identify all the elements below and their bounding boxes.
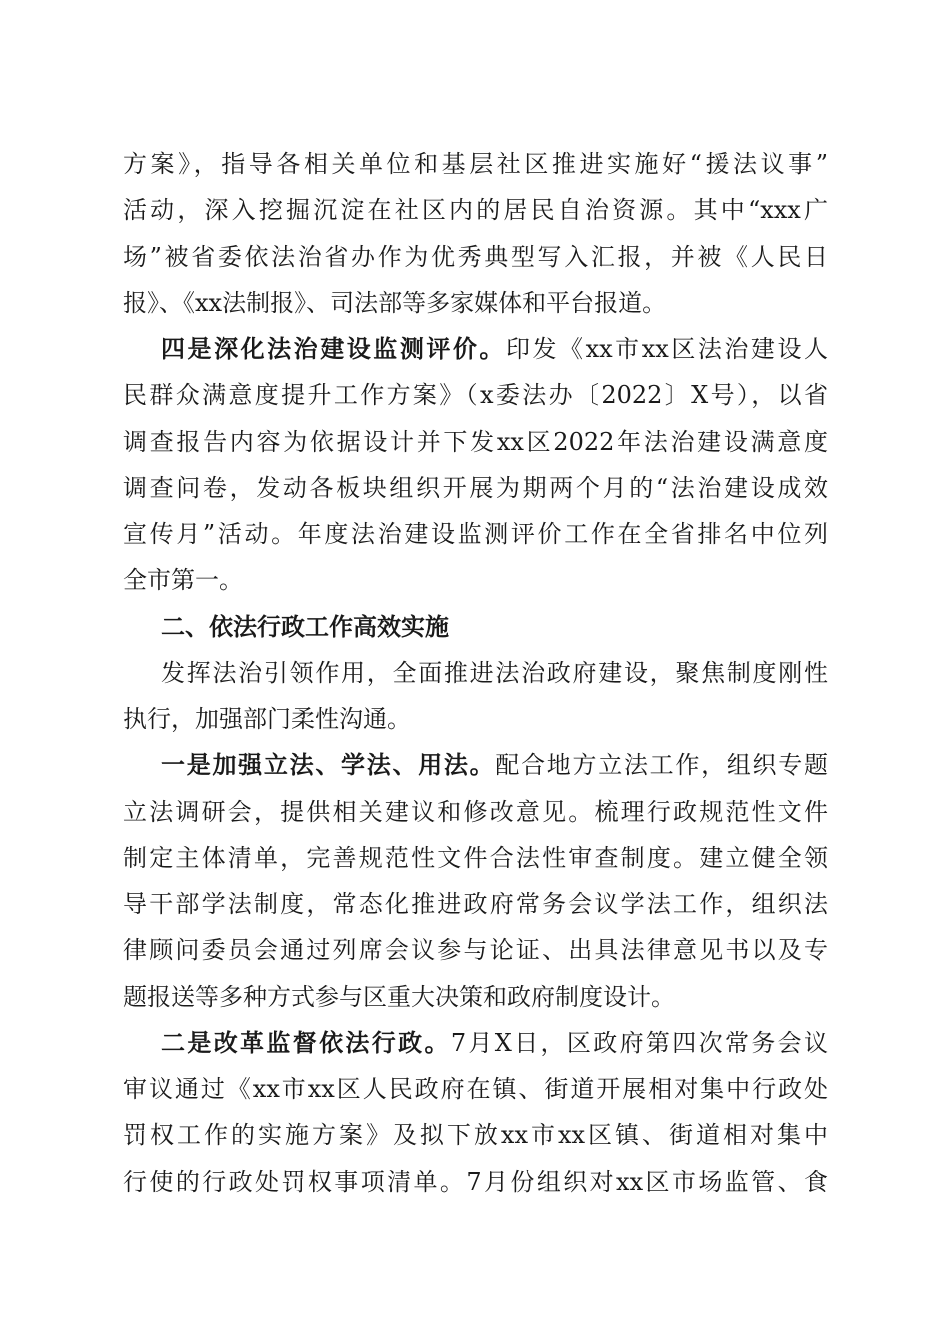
paragraph-line <box>123 326 828 372</box>
paragraph-lead: 一是加强立法、学法、用法。 <box>161 750 496 780</box>
document-body <box>123 141 828 1205</box>
paragraph-line: 导干部学法制度，常态化推进政府常务会议学法工作，组织法 <box>123 890 828 918</box>
paragraph-line: 活动，深入挖掘沉淀在社区内的居民自治资源。其中“xxx广 <box>123 196 828 225</box>
paragraph-line: 场”被省委依法治省办作为优秀典型写入汇报，并被《人民日 <box>123 242 828 271</box>
paragraph-line: 律顾问委员会通过列席会议参与论证、出具法律意见书以及专 <box>123 936 828 965</box>
paragraph-line: 行使的行政处罚权事项清单。7月份组织对xx区市场监管、食 <box>123 1167 828 1196</box>
paragraph-line <box>123 1020 828 1066</box>
paragraph-text: 7月X日，区政府第四次常务会议 <box>450 1028 829 1057</box>
paragraph-line: 调查报告内容为依据设计并下发xx区2022年法治建设满意度 <box>123 427 828 456</box>
paragraph-lead: 四是深化法治建设监测评价。 <box>161 334 506 363</box>
paragraph-line: 题报送等多种方式参与区重大决策和政府制度设计。 <box>123 982 675 1011</box>
paragraph-line: 立法调研会，提供相关建议和修改意见。梳理行政规范性文件 <box>123 797 828 826</box>
paragraph-line: 全市第一。 <box>123 566 243 595</box>
section-heading: 二、依法行政工作高效实施 <box>161 612 449 641</box>
paragraph-line: 方案》，指导各相关单位和基层社区推进实施好“援法议事” <box>123 150 828 178</box>
paragraph-line: 罚权工作的实施方案》及拟下放xx市xx区镇、街道相对集中 <box>123 1121 828 1150</box>
paragraph-line: 制定主体清单，完善规范性文件合法性审查制度。建立健全领 <box>123 843 828 872</box>
paragraph-line: 民群众满意度提升工作方案》（x委法办〔2022〕X号），以省 <box>123 381 828 410</box>
paragraph-text: 印发《xx市xx区法治建设人 <box>505 335 829 363</box>
paragraph-text: 配合地方立法工作，组织专题 <box>495 751 828 780</box>
paragraph-line: 调查问卷，发动各板块组织开展为期两个月的“法治建设成效 <box>123 473 828 502</box>
paragraph-line: 报》、《xx法制报》、司法部等多家媒体和平台报道。 <box>123 288 667 317</box>
paragraph-line: 审议通过《xx市xx区人民政府在镇、街道开展相对集中行政处 <box>123 1075 828 1103</box>
paragraph-lead: 二是改革监督依法行政。 <box>161 1027 451 1057</box>
paragraph-line <box>123 742 828 788</box>
paragraph-line: 执行，加强部门柔性沟通。 <box>123 705 411 733</box>
paragraph-line: 发挥法治引领作用，全面推进法治政府建设，聚焦制度刚性 <box>161 658 828 687</box>
paragraph-line: 宣传月”活动。年度法治建设监测评价工作在全省排名中位列 <box>123 520 828 548</box>
